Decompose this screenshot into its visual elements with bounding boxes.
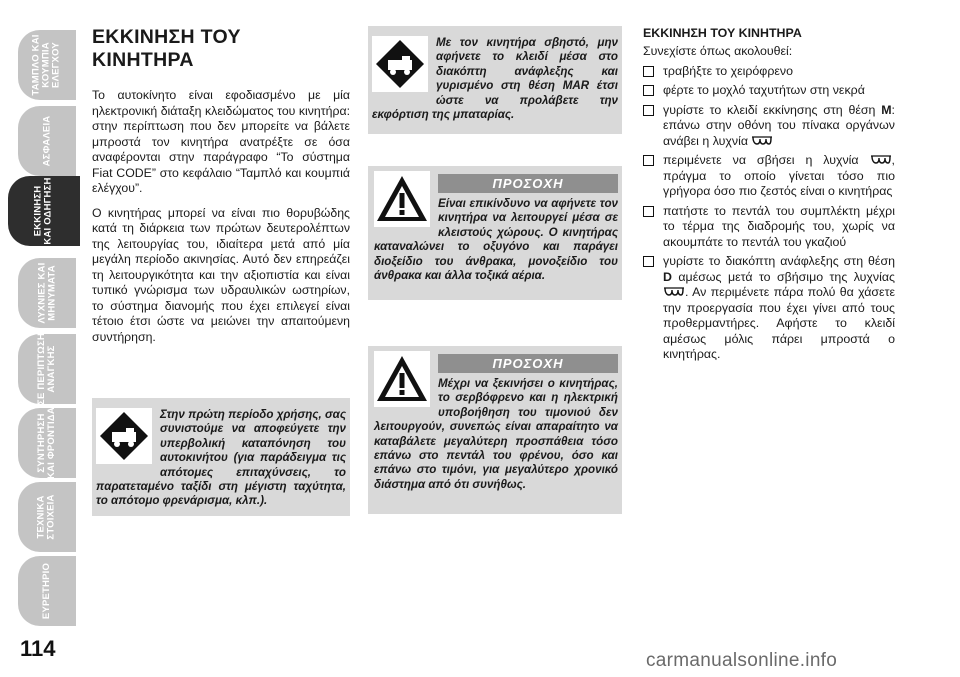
tab-emergency[interactable]: ΣΕ ΠΕΡΙΠΤΩΣΗ ΑΝΑΓΚΗΣ [18, 334, 76, 404]
tab-technical-data[interactable]: ΤΕΧΝΙΚΑ ΣΤΟΙΧΕΙΑ [18, 482, 76, 552]
tab-maintenance[interactable]: ΣΥΝΤΗΡΗΣΗ ΚΑΙ ΦΡΟΝΤΙΔΑ [18, 408, 76, 478]
column-right [643, 26, 895, 367]
procedure-heading: ΕΚΚΙΝΗΣΗ ΤΟΥ ΚΙΝΗΤΗΡΑ [643, 26, 802, 40]
procedure-step: γυρίστε το κλειδί εκκίνησης στη θέση M: επάνω στην οθόνη του πίνακα οργάνων ανάβει η λυχνία [643, 103, 895, 150]
chapter-tabs [0, 0, 80, 677]
checkbox-bullet-icon [643, 105, 654, 116]
tab-warning-lights[interactable]: ΛΥΧΝΙΕΣ ΚΑΙ ΜΗΝΥΜΑΤΑ [18, 258, 76, 328]
warning-triangle-icon [374, 171, 430, 227]
tab-index[interactable]: ΕΥΡΕΤΗΡΙΟ [18, 556, 76, 626]
watermark: carmanualsonline.info [646, 650, 838, 671]
checkbox-bullet-icon [643, 85, 654, 96]
caution-exhaust-text: Είναι επικίνδυνο να αφήνετε τον κινητήρα να λειτουργεί μέσα σε κλειστούς χώρους. Ο κινητήρας καταναλώνει το οξυγόνο και παράγει διοξείδιο του άνθρακα, μονοξείδιο του άνθρακα και άλλα τοξικά αέρια. [374, 197, 618, 283]
checkbox-bullet-icon [643, 206, 654, 217]
glow-plug-icon [870, 155, 892, 165]
procedure-step: τραβήξτε το χειρόφρενο [643, 64, 895, 80]
column-left [92, 26, 350, 354]
procedure-step: περιμένετε να σβήσει η λυχνία , πράγμα το οποίο γίνεται τόσο πιο γρήγορα όσο πιο ζεστός είναι ο κινητήρας [643, 153, 895, 200]
note-battery: Με τον κινητήρα σβηστό, μην αφήνετε το κλειδί μέσα στο διακόπτη ανάφλεξης και γυρισμένο στη θέση MAR έτσι ώστε να προλάβετε την εκφόρτιση της μπαταρίας. [372, 36, 618, 122]
tab-dashboard-controls[interactable]: ΤΑΜΠΛΟ ΚΑΙ ΚΟΥΜΠΙΑ ΕΛΕΓΧΟΥ [18, 30, 76, 100]
note-box-battery [368, 26, 622, 134]
checkbox-bullet-icon [643, 66, 654, 77]
section-title: ΕΚΚΙΝΗΣΗ ΤΟΥ ΚΙΝΗΤΗΡΑ [92, 26, 241, 71]
tab-safety[interactable]: ΑΣΦΑΛΕΙΑ [18, 106, 76, 176]
paragraph-immobilizer: Το αυτοκίνητο είναι εφοδιασμένο με μία ηλεκτρονική διάταξη κλειδώματος του κινητήρα: στην περίπτωση που δεν μπορείτε να βάλετε μπροστά τον κινητήρα ανατρέξτε σε όσα αναφέρονται στην παράγραφο “Το σύστημα Fiat CODE” στο κεφάλαιο “Ταμπλό και κουμπιά ελέγχου”. [92, 88, 350, 195]
vehicle-icon [372, 36, 428, 92]
caution-box-exhaust [368, 166, 622, 300]
caution-steering-text: Μέχρι να ξεκινήσει ο κινητήρας, το σερβόφρενο και η ηλεκτρική υποβοήθηση του τιμονιού δεν λειτουργούν, συνεπώς είναι απαραίτητο να καταβάλετε μεγαλύτερη προσπάθεια τόσο επάνω στο πεντάλ του φρένου, όσο και επάνω στο τιμόνι, για μεγαλύτερο χρονικό διάστημα από ότι συνήθως. [374, 377, 618, 491]
caution-label: ΠΡΟΣΟΧΗ [438, 174, 618, 193]
procedure-step: πατήστε το πεντάλ του συμπλέκτη μέχρι το τέρμα της διαδρομής του, χωρίς να ακουμπάτε το πεντάλ του γκαζιού [643, 204, 895, 251]
glow-plug-icon [751, 136, 773, 146]
warning-triangle-icon [374, 351, 430, 407]
vehicle-icon [96, 408, 152, 464]
note-box-running-in [92, 398, 350, 516]
caution-label: ΠΡΟΣΟΧΗ [438, 354, 618, 373]
procedure-step: γυρίστε το διακόπτη ανάφλεξης στη θέση D αμέσως μετά το σβήσιμο της λυχνίας . Αν περιμένετε πάρα πολύ θα χάσετε την προεργασία που έχει γίνει από τους προθερμαντήρες. Αφήστε το κλειδί αμέσως μόλις πάρει μπροστά ο κινητήρας. [643, 254, 895, 363]
procedure-intro: Συνεχίστε όπως ακολουθεί: [643, 44, 793, 58]
glow-plug-icon [663, 287, 685, 297]
paragraph-engine-noise: Ο κινητήρας μπορεί να είναι πιο θορυβώδης κατά τη διάρκεια των πρώτων δευτερολέπτων της λειτουργίας του, ιδιαίτερα μετά από μία μεγάλη περίοδο ακινησίας. Αυτό δεν επηρεάζει τη λειτουργικότητα και την αξιοπιστία και είναι τυπικό γνώρισμα των υδραυλικών ωστηρίων, το σύστημα διανομής που έχει επιλεγεί είναι τέτοιο έτσι ώστε να μειώνει την απαιτούμενη συντήρηση. [92, 205, 350, 344]
note-running-in: Στην πρώτη περίοδο χρήσης, σας συνιστούμε να αποφεύγετε την υπερβολική καταπόνηση του αυτοκινήτου (για παράδειγμα τις απότομες επιταχύνσεις, το παρατεταμένο ταξίδι στη μέγιστη ταχύτητα, το απότομο φρενάρισμα, κλπ.). [96, 408, 346, 508]
caution-box-steering [368, 346, 622, 514]
checkbox-bullet-icon [643, 256, 654, 267]
page-number: 114 [20, 636, 56, 661]
tab-starting-driving[interactable]: ΕΚΚΙΝΗΣΗ ΚΑΙ ΟΔΗΓΗΣΗ [8, 176, 80, 246]
checkbox-bullet-icon [643, 155, 654, 166]
procedure-step: φέρτε το μοχλό ταχυτήτων στη νεκρά [643, 83, 895, 99]
